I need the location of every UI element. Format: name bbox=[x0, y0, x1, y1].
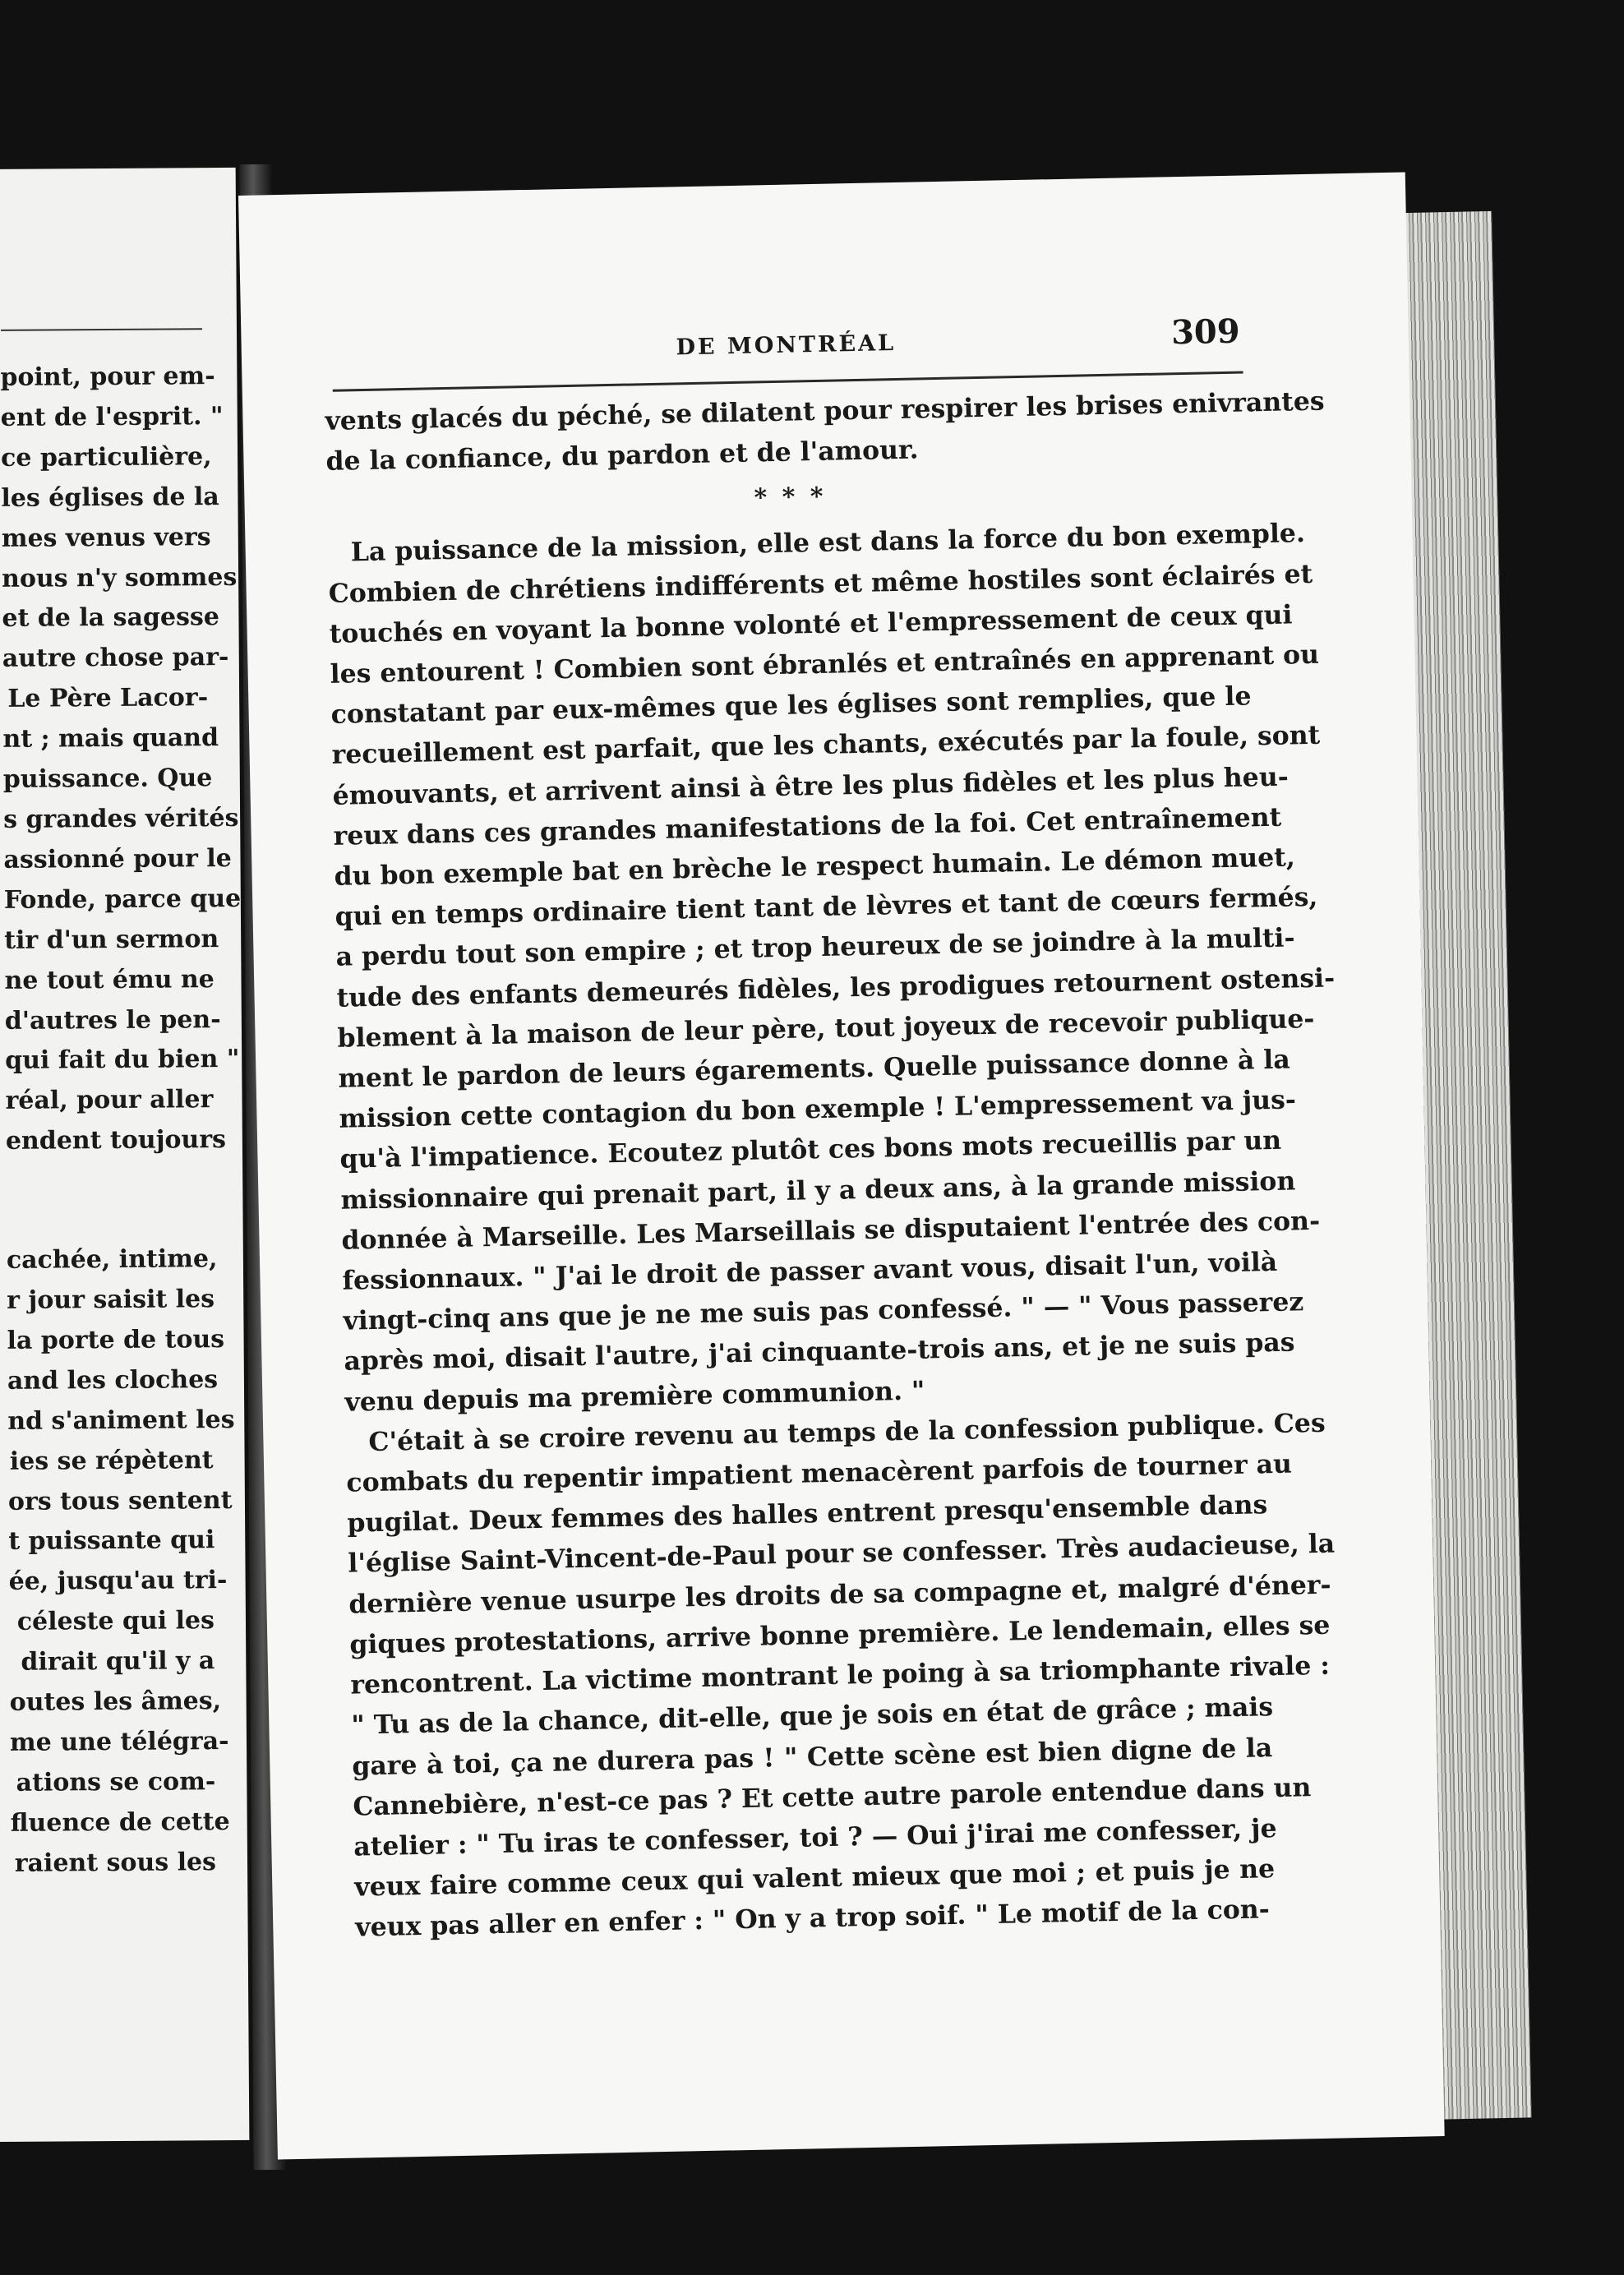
left-page-line: outes les âmes, bbox=[9, 1687, 222, 1717]
left-page-line: les églises de la bbox=[1, 482, 219, 513]
left-page-line: nd s'animent les bbox=[7, 1405, 235, 1436]
text-line: venu depuis ma première communion. " bbox=[344, 1375, 925, 1418]
left-page-line: qui fait du bien " bbox=[5, 1045, 240, 1076]
left-page-line: me une télégra- bbox=[9, 1727, 229, 1757]
text-line: blement à la maison de leur père, tout joyeux de recevoir publique- bbox=[337, 1003, 1315, 1054]
left-page-line: réal, pour aller bbox=[5, 1085, 214, 1116]
left-page-line: raient sous les bbox=[14, 1847, 217, 1878]
running-head: DE MONTRÉAL bbox=[676, 330, 897, 361]
left-page-line: d'autres le pen- bbox=[4, 1004, 221, 1036]
left-page-line: Le Père Lacor- bbox=[7, 683, 209, 714]
text-line: ment le pardon de leurs égarements. Quelle puissance donne à la bbox=[338, 1044, 1291, 1094]
paragraph-3 bbox=[345, 1404, 1336, 1948]
left-page-line: ent de l'esprit. " bbox=[0, 401, 224, 432]
left-page-line: point, pour em- bbox=[0, 362, 215, 392]
text-line: recueillement est parfait, que les chants, exécutés par la foule, sont bbox=[331, 720, 1321, 771]
left-page-line: ée, jusqu'au tri- bbox=[8, 1566, 228, 1597]
left-page-line: ors tous sentent bbox=[7, 1485, 233, 1516]
left-page-line: mes venus vers bbox=[1, 522, 211, 553]
left-page-line: ne tout ému ne bbox=[4, 964, 215, 995]
text-line: a perdu tout son empire ; et trop heureux de se joindre à la multi- bbox=[335, 922, 1295, 973]
text-line: qu'à l'impatience. Ecoutez plutôt ces bons mots recueillis par un bbox=[339, 1125, 1282, 1175]
text-line: dernière venue usurpe les droits de sa compagne et, malgré d'éner- bbox=[348, 1569, 1331, 1620]
text-line: pugilat. Deux femmes des halles entrent presqu'ensemble dans bbox=[347, 1489, 1268, 1539]
text-line: touchés en voyant la bonne volonté et l'empressement de ceux qui bbox=[329, 599, 1293, 649]
left-page-line: t puissante qui bbox=[8, 1525, 215, 1557]
left-page-line: ations se com- bbox=[16, 1767, 216, 1797]
page-header bbox=[331, 311, 1241, 383]
left-page-rule bbox=[1, 328, 202, 331]
paragraph-2 bbox=[327, 515, 1336, 1423]
left-page-line: dirait qu'il y a bbox=[21, 1646, 215, 1677]
left-page-line: fluence de cette bbox=[10, 1807, 230, 1838]
left-page-line: tir d'un sermon bbox=[4, 924, 219, 955]
left-page-line: puissance. Que bbox=[2, 764, 213, 794]
left-page-line: r jour saisit les bbox=[7, 1285, 215, 1315]
left-page-line: assionné pour le bbox=[3, 843, 232, 874]
left-page-line: autre chose par- bbox=[2, 643, 229, 674]
left-page-line: endent toujours bbox=[5, 1125, 227, 1156]
text-line: veux faire comme ceux qui valent mieux que moi ; et puis je ne bbox=[353, 1853, 1276, 1903]
left-page-line bbox=[6, 1200, 211, 1241]
text-line: de la confiance, du pardon et de l'amour. bbox=[325, 434, 919, 478]
text-line: reux dans ces grandes manifestations de la foi. Cet entraînement bbox=[333, 801, 1282, 851]
left-page-line: nous n'y sommes bbox=[1, 562, 238, 593]
left-page-line: céleste qui les bbox=[16, 1606, 215, 1637]
text-line: Combien de chrétiens indifférents et même hostiles sont éclairés et bbox=[328, 558, 1313, 609]
text-line: tude des enfants demeurés fidèles, les prodigues retournent ostensi- bbox=[336, 962, 1336, 1013]
left-page-line: et de la sagesse bbox=[2, 602, 219, 634]
text-line: veux pas aller en enfer : " On y a trop soif. " Le motif de la con- bbox=[354, 1894, 1271, 1943]
text-line: vingt-cinq ans que je ne me suis pas confessé. " — " Vous passerez bbox=[343, 1286, 1304, 1336]
text-line: giques protestations, arrive bonne première. Le lendemain, elles se bbox=[349, 1609, 1331, 1660]
left-page-line: and les cloches bbox=[7, 1364, 219, 1396]
text-line: gare à toi, ça ne durera pas ! " Cette scène est bien digne de la bbox=[352, 1732, 1273, 1782]
left-page-line: ce particulière, bbox=[0, 441, 212, 473]
text-line: atelier : " Tu iras te confesser, toi ? — Oui j'irai me confesser, je bbox=[353, 1812, 1277, 1862]
text-line: missionnaire qui prenait part, il y a deux ans, à la grande mission bbox=[340, 1165, 1296, 1216]
left-page-line: cachée, intime, bbox=[6, 1244, 218, 1276]
section-separator: * * * bbox=[754, 482, 827, 513]
text-line: qui en temps ordinaire tient tant de lèvres et tant de cœurs fermés, bbox=[334, 882, 1318, 933]
text-line: mission cette contagion du bon exemple ! L'empressement va jus- bbox=[339, 1084, 1297, 1135]
left-page-line: la porte de tous bbox=[7, 1324, 225, 1355]
text-line: rencontrent. La victime montrant le poing à sa triomphante rivale : bbox=[350, 1650, 1331, 1700]
left-page bbox=[0, 168, 249, 2142]
text-line: l'église Saint-Vincent-de-Paul pour se confesser. Très audacieuse, la bbox=[348, 1529, 1336, 1580]
text-line: les entourent ! Combien sont ébranlés et entraînés en apprenant ou bbox=[330, 639, 1320, 690]
left-page-line: s grandes vérités bbox=[3, 803, 239, 834]
text-line: émouvants, et arrivent ainsi à être les plus fidèles et les plus heu- bbox=[332, 761, 1290, 811]
left-page-line: Fonde, parce que bbox=[3, 884, 242, 915]
text-line: du bon exemple bat en brèche le respect humain. Le démon muet, bbox=[334, 842, 1296, 892]
text-line: vents glacés du péché, se dilatent pour respirer les brises enivrantes bbox=[325, 385, 1325, 436]
body-text bbox=[325, 382, 1336, 1948]
page-number: 309 bbox=[1170, 311, 1241, 353]
left-page-text bbox=[0, 357, 242, 1884]
text-line: C'était à se croire revenu au temps de la confession publique. Ces bbox=[368, 1407, 1326, 1457]
text-line: constatant par eux-mêmes que les églises sont remplies, que le bbox=[330, 681, 1252, 731]
text-line: fessionnaux. " J'ai le droit de passer avant vous, disait l'un, voilà bbox=[342, 1246, 1278, 1296]
left-page-line bbox=[6, 1161, 211, 1202]
text-line: Cannebière, n'est-ce pas ? Et cette autre parole entendue dans un bbox=[352, 1771, 1312, 1822]
text-line: combats du repentir impatient menacèrent parfois de tourner au bbox=[346, 1448, 1293, 1498]
text-line: " Tu as de la chance, dit-elle, que je sois en état de grâce ; mais bbox=[351, 1691, 1274, 1741]
text-line: donnée à Marseille. Les Marseillais se disputaient l'entrée des con- bbox=[341, 1205, 1321, 1256]
left-page-line: ies se répètent bbox=[9, 1445, 214, 1476]
text-line: La puissance de la mission, elle est dans la force du bon exemple. bbox=[350, 518, 1306, 568]
right-page bbox=[238, 173, 1445, 2160]
left-page-line: nt ; mais quand bbox=[2, 723, 219, 754]
text-line: après moi, disait l'autre, j'ai cinquante-trois ans, et je ne suis pas bbox=[344, 1327, 1295, 1377]
